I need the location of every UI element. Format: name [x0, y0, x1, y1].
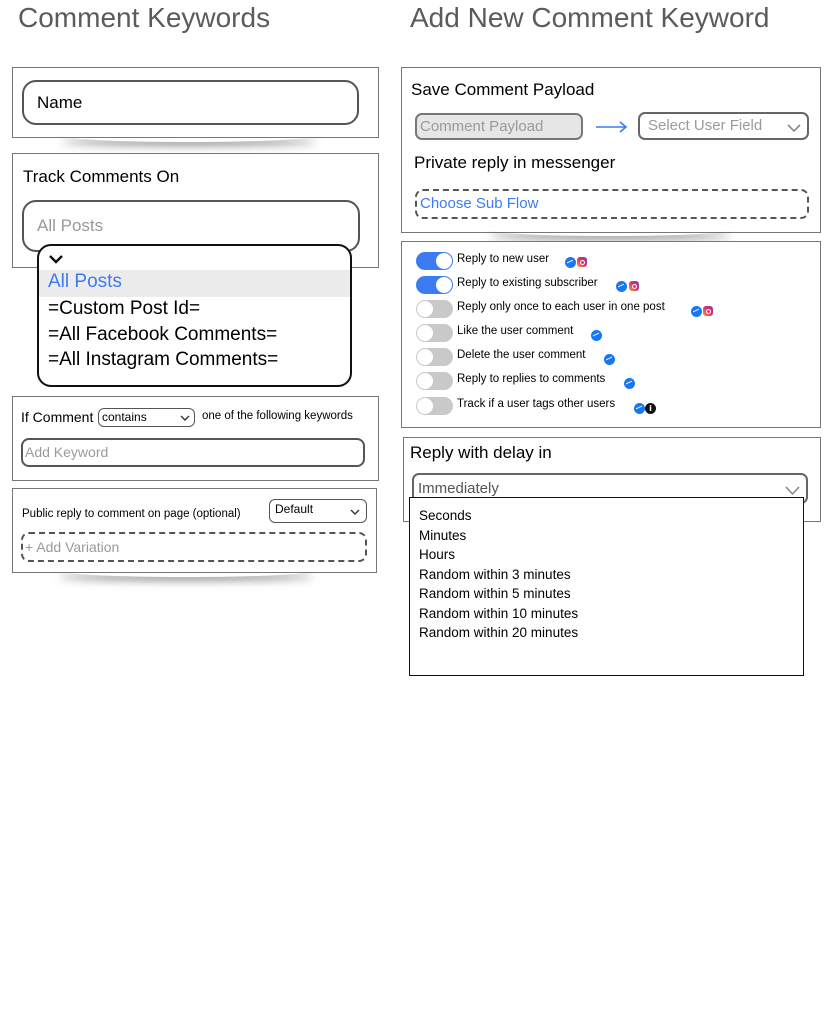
chevron-down-icon	[180, 414, 190, 422]
toggle-knob	[436, 253, 452, 269]
toggle-reply-new-user[interactable]	[416, 252, 453, 270]
reply-delay-options-list	[409, 497, 804, 676]
payload-panel	[401, 67, 821, 233]
keyword-input-placeholder: Add Keyword	[25, 444, 109, 460]
toggle-knob	[417, 325, 433, 341]
reply-delay-value: Immediately	[418, 480, 499, 497]
keyword-operator-value: contains	[102, 410, 147, 424]
delay-option-seconds[interactable]: Seconds	[419, 508, 472, 523]
instagram-icon	[629, 281, 639, 291]
delay-option-random-10[interactable]: Random within 10 minutes	[419, 606, 579, 621]
option-label-reply-existing-subscriber: Reply to existing subscriber	[457, 277, 598, 289]
reply-options-panel	[401, 241, 821, 428]
private-reply-title: Private reply in messenger	[414, 153, 616, 172]
comment-payload-placeholder: Comment Payload	[420, 118, 544, 135]
messenger-icon	[565, 257, 576, 268]
info-icon[interactable]: i	[645, 403, 656, 414]
delay-option-hours[interactable]: Hours	[419, 547, 456, 562]
delay-option-minutes[interactable]: Minutes	[419, 528, 467, 543]
public-reply-select[interactable]	[269, 499, 367, 523]
save-payload-title: Save Comment Payload	[411, 80, 595, 99]
option-label-like-user-comment: Like the user comment	[457, 325, 574, 337]
choose-sub-flow-button[interactable]	[415, 189, 809, 219]
delay-option-random-3[interactable]: Random within 3 minutes	[419, 567, 571, 582]
reply-delay-title: Reply with delay in	[410, 443, 552, 462]
select-user-field-placeholder: Select User Field	[648, 117, 763, 134]
keyword-panel	[12, 396, 379, 481]
public-reply-label: Public reply to comment on page (optional)	[22, 508, 241, 520]
instagram-icon	[577, 257, 587, 267]
chevron-down-icon	[786, 123, 802, 133]
keyword-operator-select[interactable]	[98, 408, 195, 427]
toggle-reply-to-replies[interactable]	[416, 372, 453, 390]
panel-shadow	[58, 128, 320, 142]
messenger-icon	[634, 403, 645, 414]
select-user-field[interactable]	[638, 112, 809, 140]
track-comments-dropdown	[37, 244, 352, 387]
comment-payload-input[interactable]	[415, 113, 583, 140]
toggle-knob	[417, 373, 433, 389]
panel-shadow	[55, 563, 317, 577]
add-variation-label: + Add Variation	[25, 539, 120, 555]
public-reply-select-value: Default	[275, 502, 314, 516]
toggle-delete-user-comment[interactable]	[416, 348, 453, 366]
toggle-knob	[436, 277, 452, 293]
option-label-delete-user-comment: Delete the user comment	[457, 349, 586, 361]
keyword-input[interactable]	[21, 438, 365, 467]
messenger-icon	[616, 281, 627, 292]
name-input-value: Name	[37, 93, 83, 112]
chevron-down-icon	[784, 485, 801, 496]
toggle-knob	[417, 349, 433, 365]
name-input[interactable]	[22, 80, 359, 125]
track-comments-title: Track Comments On	[23, 167, 180, 186]
chevron-down-icon[interactable]	[48, 253, 64, 265]
toggle-knob	[417, 301, 433, 317]
track-comments-placeholder: All Posts	[37, 216, 104, 235]
add-variation-button[interactable]	[21, 532, 367, 562]
messenger-icon	[691, 306, 702, 317]
option-label-reply-new-user: Reply to new user	[457, 253, 550, 265]
delay-option-random-20[interactable]: Random within 20 minutes	[419, 625, 579, 640]
keyword-condition-suffix: one of the following keywords	[202, 410, 353, 422]
keyword-condition-prefix: If Comment	[21, 409, 94, 425]
option-label-reply-to-replies: Reply to replies to comments	[457, 373, 606, 385]
dropdown-option-custom-post-id[interactable]: =Custom Post Id=	[48, 298, 201, 319]
panel-shadow	[485, 222, 735, 236]
page-title-comment-keywords: Comment Keywords	[18, 2, 271, 33]
dropdown-option-facebook-comments[interactable]: =All Facebook Comments=	[48, 324, 278, 345]
chevron-down-icon	[350, 508, 360, 516]
dropdown-option-all-posts[interactable]: All Posts	[48, 271, 122, 292]
toggle-knob	[417, 398, 433, 414]
toggle-reply-existing-subscriber[interactable]	[416, 276, 453, 294]
toggle-track-user-tags[interactable]	[416, 397, 453, 415]
toggle-reply-once-per-user[interactable]	[416, 300, 453, 318]
option-label-reply-once-per-user: Reply only once to each user in one post	[457, 301, 665, 313]
arrow-right-icon	[595, 120, 629, 134]
choose-sub-flow-label: Choose Sub Flow	[420, 195, 539, 212]
messenger-icon	[591, 330, 602, 341]
messenger-icon	[624, 378, 635, 389]
dropdown-option-instagram-comments[interactable]: =All Instagram Comments=	[48, 349, 279, 370]
page-title-add-comment-keyword: Add New Comment Keyword	[410, 2, 770, 33]
toggle-like-user-comment[interactable]	[416, 324, 453, 342]
instagram-icon	[703, 306, 713, 316]
public-reply-panel	[12, 488, 377, 573]
option-label-track-user-tags: Track if a user tags other users	[457, 398, 616, 410]
messenger-icon	[604, 354, 615, 365]
delay-option-random-5[interactable]: Random within 5 minutes	[419, 586, 571, 601]
